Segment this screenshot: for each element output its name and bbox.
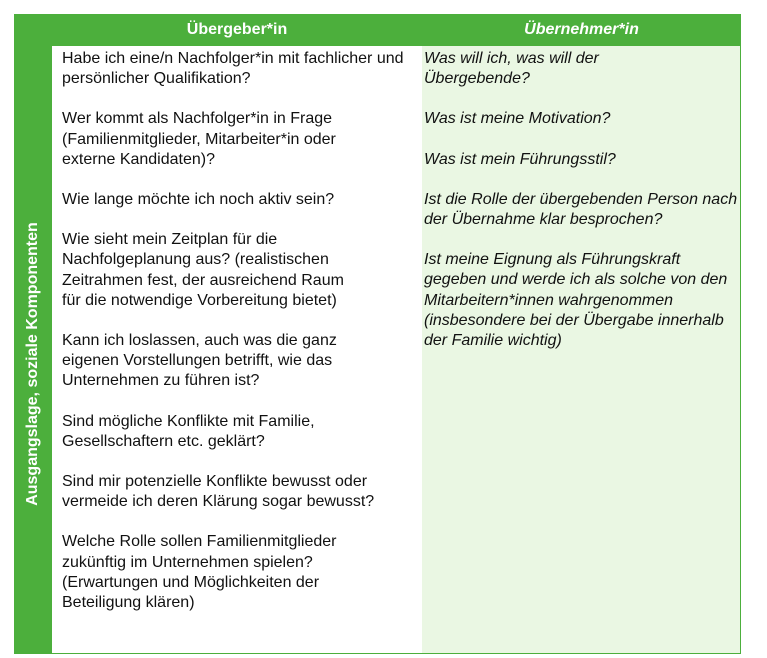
- question-item: Sind mir potenzielle Konflikte bewusst oder vermeide ich deren Klärung sogar bewusst?: [62, 473, 375, 511]
- question-item: Wie sieht mein Zeitplan für die Nachfolgeplanung aus? (realistischen Zeitrahmen fest, der ausreichend Raum für die notwendige Vorbereitung bietet): [62, 231, 344, 309]
- question-item: Was ist mein Führungsstil?: [424, 150, 616, 168]
- question-item: Kann ich loslassen, auch was die ganz eigenen Vorstellungen betrifft, wie das Unternehmen zu führen ist?: [62, 332, 337, 390]
- question-item: Was will ich, was will der Übergebende?: [424, 50, 599, 88]
- question-item: Sind mögliche Konflikte mit Familie, Gesellschaftern etc. geklärt?: [62, 412, 315, 450]
- question-item: Habe ich eine/n Nachfolger*in mit fachlicher und persönlicher Qualifikation?: [62, 50, 404, 88]
- question-item: Wer kommt als Nachfolger*in in Frage (Familienmitglieder, Mitarbeiter*in oder externe Kandidaten)?: [62, 110, 336, 168]
- comparison-table: [14, 14, 741, 654]
- row-header: [14, 14, 52, 654]
- header-uebernehmer: Übernehmer*in: [422, 14, 741, 46]
- header-uebergeber: Übergeber*in: [52, 14, 422, 46]
- uebernehmer-questions: [422, 46, 741, 654]
- uebergeber-questions: [52, 46, 422, 654]
- question-item: Welche Rolle sollen Familienmitglieder zukünftig im Unternehmen spielen? (Erwartungen und Möglichkeiten der Beteiligung klären): [62, 533, 337, 612]
- row-header-label: Ausgangslage, soziale Komponenten: [24, 222, 41, 506]
- question-item: Was ist meine Motivation?: [424, 110, 611, 128]
- question-item: Ist meine Eignung als Führungskraft gegeben und werde ich als solche von den Mitarbeitern*innen wahrgenommen (insbesondere bei der Übergabe innerhalb der Familie wichtig): [424, 251, 728, 350]
- question-item: Wie lange möchte ich noch aktiv sein?: [62, 191, 335, 209]
- question-item: Ist die Rolle der übergebenden Person nach der Übernahme klar besprochen?: [424, 190, 738, 229]
